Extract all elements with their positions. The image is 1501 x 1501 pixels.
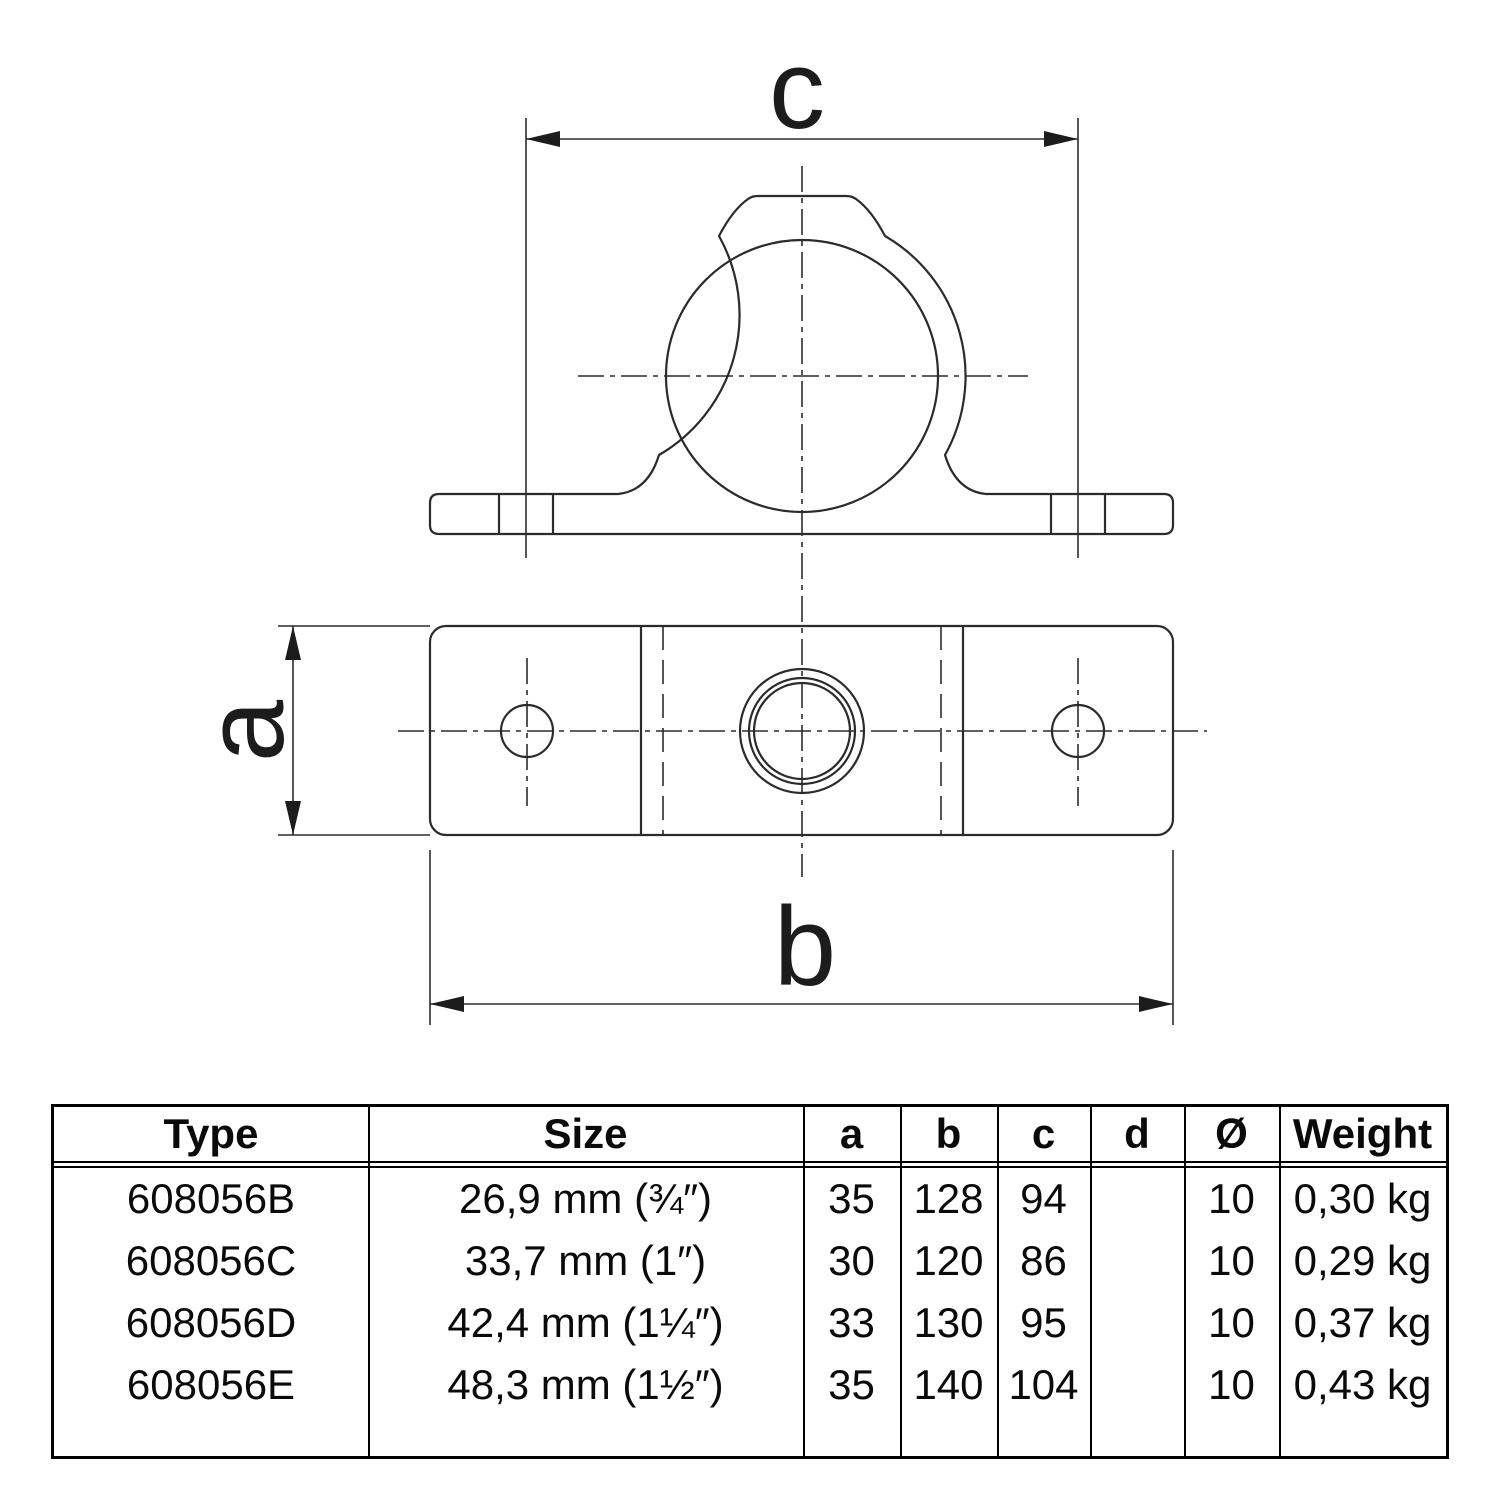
- a-arrow-top-icon: [285, 626, 301, 660]
- cell-b: 120: [913, 1237, 984, 1284]
- table-header-row: [54, 1107, 1446, 1163]
- cell-weight: 0,43 kg: [1293, 1361, 1432, 1408]
- cell-diameter: 10: [1208, 1175, 1255, 1222]
- cell-size: 33,7 mm (1″): [464, 1237, 707, 1284]
- column-header-size: Size: [543, 1110, 628, 1157]
- b-arrow-right-icon: [1139, 996, 1173, 1012]
- cell-type: 608056E: [126, 1361, 296, 1408]
- table-body: [54, 1168, 1446, 1416]
- cell-weight: 0,37 kg: [1293, 1299, 1432, 1346]
- column-rule: [1184, 1107, 1186, 1456]
- column-rule: [997, 1107, 999, 1456]
- column-rule: [803, 1107, 805, 1456]
- cell-d: [1090, 1168, 1184, 1230]
- c-arrow-left-icon: [526, 131, 560, 147]
- column-header-a: a: [839, 1110, 864, 1157]
- a-arrow-bottom-icon: [285, 801, 301, 835]
- table-row: [54, 1230, 1446, 1292]
- spec-table: [51, 1104, 1449, 1459]
- cell-type: 608056C: [125, 1237, 297, 1284]
- cell-c: 95: [1020, 1299, 1067, 1346]
- b-arrow-left-icon: [430, 996, 464, 1012]
- column-header-d: d: [1124, 1110, 1150, 1157]
- table-row: [54, 1168, 1446, 1230]
- column-header-b: b: [935, 1110, 962, 1157]
- cell-a: 35: [828, 1175, 875, 1222]
- cell-c: 94: [1020, 1175, 1067, 1222]
- cell-d: [1090, 1292, 1184, 1354]
- cell-diameter: 10: [1208, 1299, 1255, 1346]
- column-rule: [1090, 1107, 1092, 1456]
- bottom-view: [182, 626, 1207, 1025]
- cell-diameter: 10: [1208, 1361, 1255, 1408]
- cell-a: 33: [828, 1299, 875, 1346]
- cell-size: 26,9 mm (¾″): [459, 1175, 712, 1222]
- cell-c: 86: [1020, 1237, 1067, 1284]
- cell-d: [1090, 1230, 1184, 1292]
- dimension-label-b: b: [773, 884, 837, 1009]
- dimension-label-a: a: [182, 699, 307, 763]
- dimension-label-c: c: [769, 27, 825, 152]
- cell-type: 608056D: [125, 1299, 297, 1346]
- column-header-type: Type: [163, 1110, 259, 1157]
- cell-type: 608056B: [126, 1175, 296, 1222]
- column-rule: [1279, 1107, 1281, 1456]
- c-arrow-right-icon: [1044, 131, 1078, 147]
- table-row: [54, 1354, 1446, 1416]
- cell-diameter: 10: [1208, 1237, 1255, 1284]
- column-rule: [368, 1107, 370, 1456]
- cell-c: 104: [1008, 1361, 1079, 1408]
- cell-size: 42,4 mm (1¼″): [447, 1299, 724, 1346]
- cell-size: 48,3 mm (1½″): [447, 1361, 724, 1408]
- cell-b: 140: [913, 1361, 984, 1408]
- cell-weight: 0,30 kg: [1293, 1175, 1432, 1222]
- column-rule: [900, 1107, 902, 1456]
- cell-d: [1090, 1354, 1184, 1416]
- front-view: [430, 27, 1173, 877]
- cell-a: 30: [828, 1237, 875, 1284]
- column-header-weight: Weight: [1292, 1110, 1433, 1157]
- column-header-c: c: [1031, 1110, 1056, 1157]
- cell-weight: 0,29 kg: [1293, 1237, 1432, 1284]
- column-header-diameter: Ø: [1215, 1110, 1248, 1157]
- cell-b: 128: [913, 1175, 984, 1222]
- cell-a: 35: [828, 1361, 875, 1408]
- cell-b: 130: [913, 1299, 984, 1346]
- table-row: [54, 1292, 1446, 1354]
